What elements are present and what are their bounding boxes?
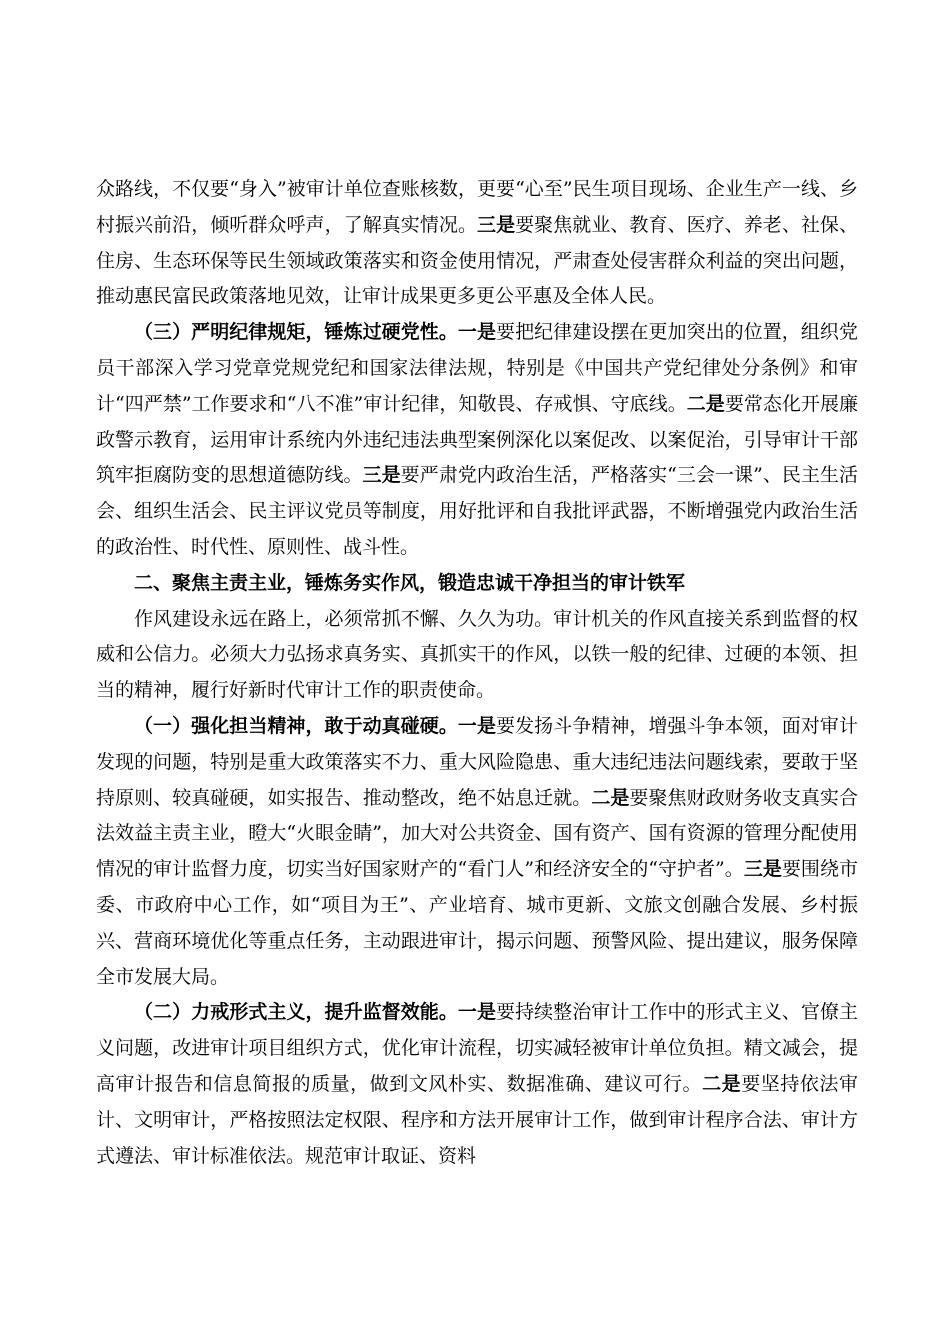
text-run: 要聚焦就业、教育、医疗、养老、社保、住房、生态环保等民生领域政策落实和资金使用情况，严肃查处侵害群众利益的突出问题，推动惠民富民政策落地见效，让审计成果更多更公平惠及全体人民。 (96, 213, 858, 308)
bold-marker: 二是 (702, 1072, 742, 1095)
subheading: （二）力戒形式主义，提升监督效能。 (134, 1001, 458, 1024)
subheading: （三）严明纪律规矩，锤炼过硬党性。 (134, 321, 458, 344)
bold-marker: 一是 (457, 714, 497, 737)
text-run: 要坚持依法审计、文明审计，严格按照法定权限、程序和方法开展审计工作，做到审计程序合法、审计方式遵法、审计标准依法。规范审计取证、资料 (96, 1072, 858, 1167)
text-run: 要围绕市委、市政府中心工作，如“项目为王”、产业培育、城市更新、文旅文创融合发展、乡村振兴、营商环境优化等重点任务，主动跟进审计，揭示问题、预警风险、提出建议，服务保障全市发展大局。 (96, 858, 858, 988)
bold-marker: 三是 (743, 858, 782, 881)
text-run: 作风建设永远在路上，必须常抓不懈、久久为功。审计机关的作风直接关系到监督的权威和公信力。必须大力弘扬求真务实、真抓实干的作风，以铁一般的纪律、过硬的本领、担当的精神，履行好新时代审计工作的职责使命。 (96, 607, 858, 702)
subheading: （一）强化担当精神，敢于动真碰硬。 (134, 714, 458, 737)
paragraph-intro (96, 602, 858, 709)
section-heading: 二、聚焦主责主业，锤炼务实作风，锻造忠诚干净担当的审计铁军 (134, 571, 686, 594)
paragraph-continued (96, 172, 858, 315)
bold-marker: 一是 (457, 321, 497, 344)
text-run: 要聚焦财政财务收支真实合法效益主责主业，瞪大“火眼金睛”，加大对公共资金、国有资产、国有资源的管理分配使用情况的审计监督力度，切实当好国家财产的“看门人”和经济安全的“守护者”。 (96, 786, 858, 881)
paragraph-discipline (96, 315, 858, 566)
text-run: 要严肃党内政治生活，严格落实“三会一课”、民主生活会、组织生活会、民主评议党员等制度，用好批评和自我批评武器，不断增强党内政治生活的政治性、时代性、原则性、战斗性。 (96, 464, 858, 558)
paragraph-responsibility (96, 709, 858, 995)
document-page (96, 172, 858, 1174)
bold-marker: 三是 (362, 464, 401, 487)
bold-marker: 一是 (457, 1001, 497, 1024)
text-run: 要常态化开展廉政警示教育，运用审计系统内外违纪违法典型案例深化以案促改、以案促治，引导审计干部筑牢拒腐防变的思想道德防线。 (96, 392, 858, 487)
text-run: 要持续整治审计工作中的形式主义、官僚主义问题，改进审计项目组织方式，优化审计流程，切实减轻被审计单位负担。精文减会，提高审计报告和信息简报的质量，做到文风朴实、数据准确、建议可行。 (96, 1001, 858, 1095)
text-run: 要发扬斗争精神，增强斗争本领，面对审计发现的问题，特别是重大政策落实不力、重大风险隐患、重大违纪违法问题线索，要敢于坚持原则、较真碰硬，如实报告、推动整改，绝不姑息迁就。 (96, 714, 858, 809)
bold-marker: 三是 (477, 213, 516, 236)
text-run: 众路线，不仅要“身入”被审计单位查账核数，更要“心至”民生项目现场、企业生产一线、乡村振兴前沿，倾听群众呼声，了解真实情况。 (96, 178, 858, 236)
paragraph-formalism (96, 995, 858, 1174)
text-run: 要把纪律建设摆在更加突出的位置，组织党员干部深入学习党章党规党纪和国家法律法规，特别是《中国共产党纪律处分条例》和审计“四严禁”工作要求和“八不准”审计纪律，知敬畏、存戒惧、守底线。 (96, 321, 858, 415)
bold-marker: 二是 (591, 786, 630, 809)
bold-marker: 二是 (686, 392, 725, 415)
